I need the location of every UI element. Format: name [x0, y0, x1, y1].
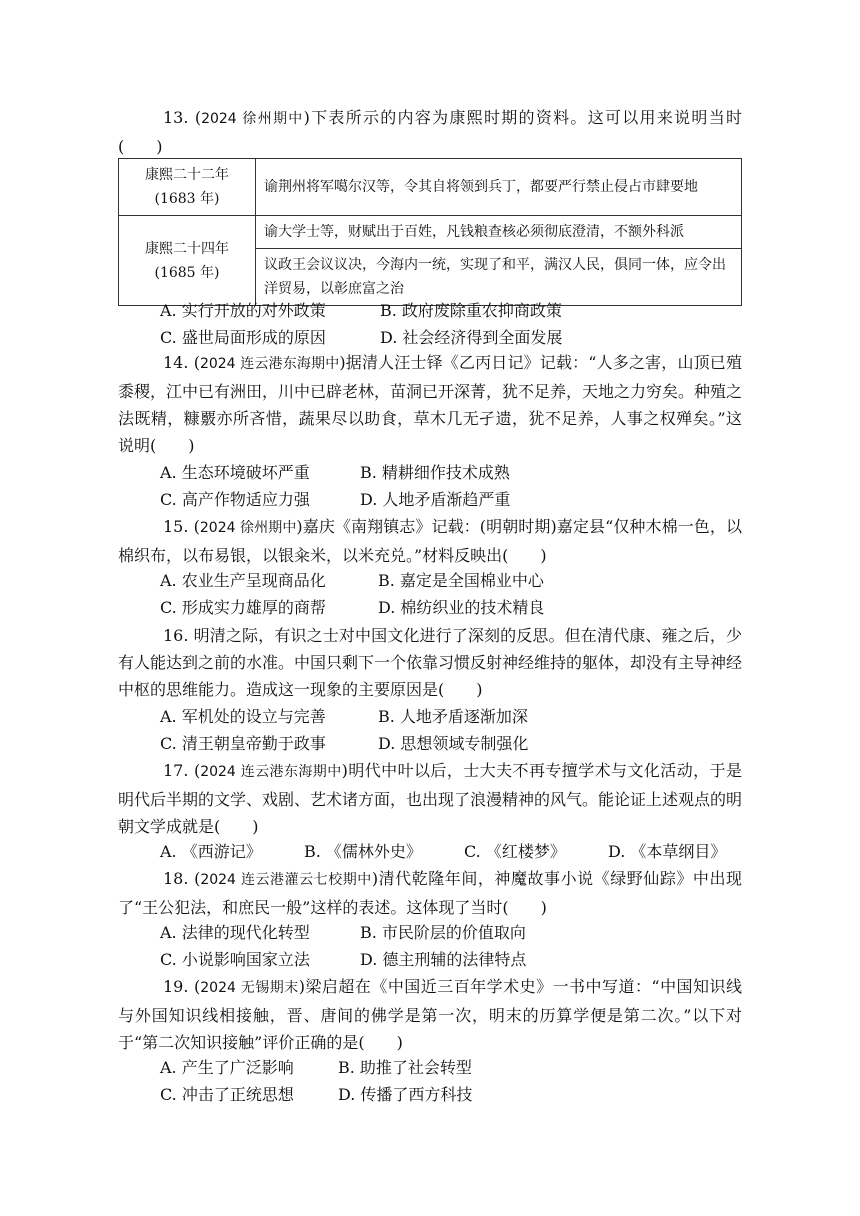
- option-c: C. 冲击了正统思想: [160, 1085, 294, 1104]
- option-b: B. 嘉定是全国棉业中心: [378, 571, 544, 590]
- option-b: B. 市民阶层的价值取向: [360, 923, 526, 942]
- question-source: 2024 连云港东海期中: [199, 356, 340, 372]
- option-b: B. 《儒林外史》: [304, 842, 422, 861]
- question-14-options: [160, 459, 510, 513]
- option-c: C. 小说影响国家立法: [160, 950, 310, 969]
- option-d: D. 《本草纲目》: [608, 842, 727, 861]
- option-b: B. 人地矛盾逐渐加深: [378, 707, 528, 726]
- question-18-options: [160, 919, 526, 973]
- question-13-options: [160, 297, 562, 351]
- option-d: D. 社会经济得到全面发展: [380, 328, 563, 347]
- table-text-cell: 谕大学士等，财赋出于百姓，凡钱粮查核必须彻底澄清，不额外科派: [256, 216, 742, 249]
- question-13: [118, 104, 742, 160]
- option-a: A. 生态环境破坏严重: [160, 463, 310, 482]
- kangxi-table: [118, 158, 742, 306]
- option-c: C. 形成实力雄厚的商帮: [160, 598, 326, 617]
- table-row: [119, 216, 742, 249]
- question-16: [118, 622, 742, 703]
- option-d: D. 思想领域专制强化: [378, 734, 529, 753]
- question-source: 2024 无锡期末: [200, 980, 299, 996]
- question-17-stem: 17. (2024 连云港东海期中)明代中叶以后，士大夫不再专擅学术与文化活动，于是明代后半期的文学、戏剧、艺术诸方面，也出现了浪漫精神的风气。能论证上述观点的明朝文学成就是( ): [118, 761, 743, 836]
- question-19-options: [160, 1054, 472, 1108]
- question-source: 2024 连云港东海期中: [200, 764, 342, 780]
- table-text-cell: 谕荆州将军噶尔汉等，令其自将领到兵丁，都要严行禁止侵占市肆要地: [256, 159, 742, 216]
- option-a: A. 产生了广泛影响: [160, 1058, 294, 1077]
- option-a: A. 军机处的设立与完善: [160, 707, 326, 726]
- question-14-stem: 14. (2024 连云港东海期中)据清人汪士铎《乙丙日记》记载：“人多之害，山顶已殖黍稷，江中已有洲田，川中已辟老林，苗洞已开深菁，犹不足养，天地之力穷矣。种殖之法既精，糠覈亦所吝惜，蔬果尽以助食，草木几无孑遗，犹不足养，人事之权殚矣。”这说明( ): [118, 353, 743, 455]
- option-d: D. 传播了西方科技: [338, 1085, 473, 1104]
- option-b: B. 精耕细作技术成熟: [360, 463, 510, 482]
- question-18-stem: 18. (2024 连云港灌云七校期中)清代乾隆年间，神魔故事小说《绿野仙踪》中出现了“王公犯法，和庶民一般”这样的表述。这体现了当时( ): [118, 869, 742, 917]
- option-d: D. 棉纺织业的技术精良: [378, 598, 545, 617]
- option-a: A. 实行开放的对外政策: [160, 301, 326, 320]
- question-16-stem: 16. 明清之际，有识之士对中国文化进行了深刻的反思。但在清代康、雍之后，少有人能达到之前的水准。中国只剩下一个依靠习惯反射神经维持的躯体，却没有主导神经中枢的思维能力。造成这一现象的主要原因是( ): [118, 626, 743, 699]
- option-a: A. 法律的现代化转型: [160, 923, 310, 942]
- question-17-options: [160, 838, 726, 865]
- question-source: 2024 连云港灌云七校期中: [200, 872, 372, 888]
- question-19: [118, 973, 742, 1056]
- question-17: [118, 757, 742, 840]
- option-b: B. 助推了社会转型: [338, 1058, 472, 1077]
- question-18: [118, 865, 742, 921]
- option-c: C. 《红楼梦》: [464, 842, 566, 861]
- question-16-options: [160, 703, 528, 757]
- table-row: [119, 159, 742, 216]
- option-a: A. 《西游记》: [160, 842, 262, 861]
- option-c: C. 清王朝皇帝勤于政事: [160, 734, 326, 753]
- option-c: C. 高产作物适应力强: [160, 490, 310, 509]
- question-19-stem: 19. (2024 无锡期末)梁启超在《中国近三百年学术史》一书中写道：“中国知识线与外国知识线相接触，晋、唐间的佛学是第一次，明末的历算学便是第二次。”以下对于“第二次知识接触”评价正确的是( ): [118, 977, 742, 1052]
- question-14: [118, 349, 742, 459]
- question-13-stem: 13. (2024 徐州期中)下表所示的内容为康熙时期的资料。这可以用来说明当时( ): [118, 108, 742, 156]
- option-d: D. 德主刑辅的法律特点: [360, 950, 527, 969]
- question-source: 2024 徐州期中: [199, 520, 297, 536]
- question-15-stem: 15. (2024 徐州期中)嘉庆《南翔镇志》记载：(明朝时期)嘉定县“仅种木棉一色，以棉织布，以布易银，以银籴米，以米充兑。”材料反映出( ): [118, 517, 742, 565]
- option-b: B. 政府废除重农抑商政策: [380, 301, 562, 320]
- option-d: D. 人地矛盾渐趋严重: [360, 490, 511, 509]
- option-c: C. 盛世局面形成的原因: [160, 328, 326, 347]
- table-year-cell: 康熙二十二年 (1683 年): [119, 159, 256, 216]
- question-source: 2024 徐州期中: [201, 111, 304, 127]
- table-text-cell: 议政王会议议决，今海内一统，实现了和平，满汉人民，俱同一体，应令出洋贸易，以彰庶富之治: [256, 249, 742, 306]
- table-year-cell: 康熙二十四年 (1685 年): [119, 216, 256, 306]
- question-15-options: [160, 567, 544, 621]
- option-a: A. 农业生产呈现商品化: [160, 571, 326, 590]
- question-15: [118, 513, 742, 569]
